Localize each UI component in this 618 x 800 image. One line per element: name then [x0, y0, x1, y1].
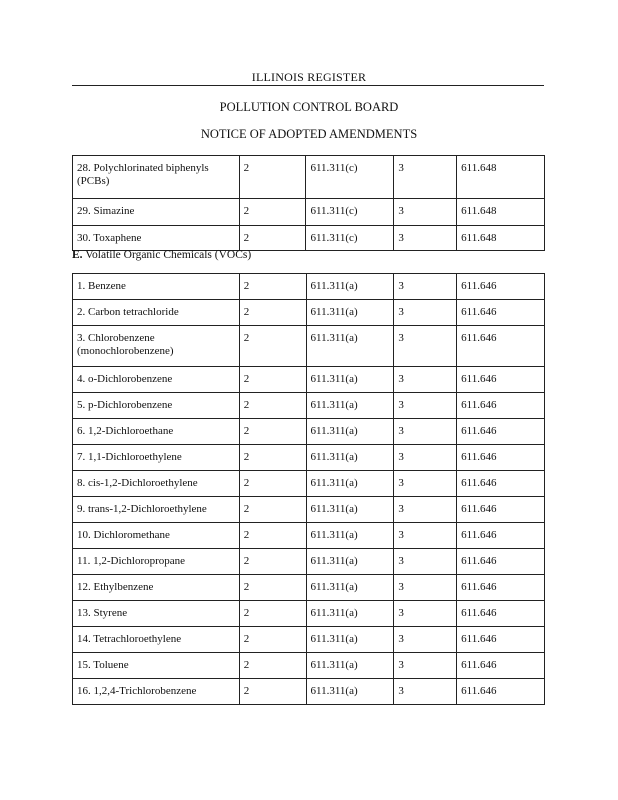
header-rule [72, 85, 544, 86]
section-ref-cell: 611.311(a) [306, 549, 394, 575]
frequency-cell: 2 [239, 679, 306, 705]
chemical-name-cell: 6. 1,2-Dichloroethane [73, 419, 240, 445]
table-row [73, 156, 545, 199]
chemical-name-cell: 10. Dichloromethane [73, 523, 240, 549]
section-title: Volatile Organic Chemicals (VOCs) [85, 249, 252, 261]
chemical-name-cell: 14. Tetrachloroethylene [73, 627, 240, 653]
chemical-name-cell: 15. Toluene [73, 653, 240, 679]
value-cell: 3 [394, 274, 457, 300]
chemical-name-cell: 2. Carbon tetrachloride [73, 300, 240, 326]
section-cite-cell: 611.646 [457, 627, 545, 653]
chemical-name-cell: 8. cis-1,2-Dichloroethylene [73, 471, 240, 497]
register-title: ILLINOIS REGISTER [251, 70, 367, 84]
table-row [73, 575, 545, 601]
section-letter: E. [72, 249, 83, 261]
table-row [73, 497, 545, 523]
value-cell: 3 [394, 419, 457, 445]
frequency-cell: 2 [239, 601, 306, 627]
value-cell: 3 [394, 393, 457, 419]
frequency-cell: 2 [239, 445, 306, 471]
frequency-cell: 2 [239, 419, 306, 445]
chemical-name-cell: 5. p-Dichlorobenzene [73, 393, 240, 419]
value-cell: 3 [394, 679, 457, 705]
notice-title: NOTICE OF ADOPTED AMENDMENTS [200, 127, 418, 141]
section-cite-cell: 611.646 [457, 575, 545, 601]
value-cell: 3 [394, 523, 457, 549]
chemical-name-cell: 4. o-Dichlorobenzene [73, 367, 240, 393]
section-ref-cell: 611.311(a) [306, 393, 394, 419]
frequency-cell: 2 [239, 326, 306, 367]
frequency-cell: 2 [239, 497, 306, 523]
value-cell: 3 [394, 445, 457, 471]
frequency-cell: 2 [239, 471, 306, 497]
value-cell: 3 [394, 627, 457, 653]
table-row [73, 419, 545, 445]
section-ref-cell: 611.311(a) [306, 326, 394, 367]
section-ref-cell: 611.311(a) [306, 419, 394, 445]
table-row [73, 199, 545, 226]
frequency-cell: 2 [239, 156, 306, 199]
section-cite-cell: 611.648 [457, 226, 545, 251]
value-cell: 3 [394, 367, 457, 393]
chemical-name-cell: 7. 1,1-Dichloroethylene [73, 445, 240, 471]
chemical-name-cell: 29. Simazine [73, 199, 240, 226]
section-cite-cell: 611.646 [457, 679, 545, 705]
value-cell: 3 [394, 226, 457, 251]
section-ref-cell: 611.311(c) [306, 226, 394, 251]
frequency-cell: 2 [239, 549, 306, 575]
chemical-name-cell: 1. Benzene [73, 274, 240, 300]
voc-table [72, 273, 545, 705]
frequency-cell: 2 [239, 575, 306, 601]
section-cite-cell: 611.646 [457, 549, 545, 575]
chemical-name-cell: 11. 1,2-Dichloropropane [73, 549, 240, 575]
value-cell: 3 [394, 471, 457, 497]
section-cite-cell: 611.646 [457, 471, 545, 497]
value-cell: 3 [394, 601, 457, 627]
value-cell: 3 [394, 575, 457, 601]
section-ref-cell: 611.311(a) [306, 274, 394, 300]
section-cite-cell: 611.646 [457, 653, 545, 679]
value-cell: 3 [394, 549, 457, 575]
frequency-cell: 2 [239, 274, 306, 300]
chemical-name-cell: 16. 1,2,4-Trichlorobenzene [73, 679, 240, 705]
chemical-name-cell: 13. Styrene [73, 601, 240, 627]
section-cite-cell: 611.646 [457, 497, 545, 523]
chemical-name-cell: 9. trans-1,2-Dichloroethylene [73, 497, 240, 523]
section-ref-cell: 611.311(a) [306, 653, 394, 679]
frequency-cell: 2 [239, 653, 306, 679]
section-ref-cell: 611.311(c) [306, 199, 394, 226]
section-ref-cell: 611.311(a) [306, 445, 394, 471]
section-ref-cell: 611.311(a) [306, 497, 394, 523]
chemical-name-cell: 28. Polychlorinated biphenyls (PCBs) [73, 156, 240, 199]
section-cite-cell: 611.648 [457, 156, 545, 199]
table-row [73, 326, 545, 367]
frequency-cell: 2 [239, 199, 306, 226]
section-ref-cell: 611.311(a) [306, 523, 394, 549]
section-cite-cell: 611.646 [457, 326, 545, 367]
section-cite-cell: 611.648 [457, 199, 545, 226]
table-row [73, 367, 545, 393]
section-ref-cell: 611.311(a) [306, 300, 394, 326]
table-row [73, 226, 545, 251]
section-cite-cell: 611.646 [457, 367, 545, 393]
board-title: POLLUTION CONTROL BOARD [219, 100, 399, 114]
value-cell: 3 [394, 199, 457, 226]
section-ref-cell: 611.311(a) [306, 601, 394, 627]
section-ref-cell: 611.311(a) [306, 367, 394, 393]
section-cite-cell: 611.646 [457, 419, 545, 445]
table-row [73, 393, 545, 419]
frequency-cell: 2 [239, 523, 306, 549]
section-ref-cell: 611.311(a) [306, 471, 394, 497]
frequency-cell: 2 [239, 367, 306, 393]
frequency-cell: 2 [239, 300, 306, 326]
section-heading [72, 249, 251, 261]
table-row [73, 445, 545, 471]
table-row [73, 300, 545, 326]
table-row [73, 471, 545, 497]
section-cite-cell: 611.646 [457, 274, 545, 300]
section-ref-cell: 611.311(c) [306, 156, 394, 199]
value-cell: 3 [394, 300, 457, 326]
value-cell: 3 [394, 156, 457, 199]
table-row [73, 627, 545, 653]
value-cell: 3 [394, 497, 457, 523]
table-row [73, 601, 545, 627]
table-row [73, 679, 545, 705]
frequency-cell: 2 [239, 226, 306, 251]
section-cite-cell: 611.646 [457, 523, 545, 549]
section-cite-cell: 611.646 [457, 445, 545, 471]
chemical-name-cell: 30. Toxaphene [73, 226, 240, 251]
section-ref-cell: 611.311(a) [306, 575, 394, 601]
value-cell: 3 [394, 326, 457, 367]
table-row [73, 274, 545, 300]
section-cite-cell: 611.646 [457, 300, 545, 326]
table-row [73, 523, 545, 549]
section-ref-cell: 611.311(a) [306, 679, 394, 705]
chemicals-table-continued [72, 155, 545, 251]
value-cell: 3 [394, 653, 457, 679]
chemical-name-cell: 3. Chlorobenzene (monochlorobenzene) [73, 326, 240, 367]
section-cite-cell: 611.646 [457, 393, 545, 419]
section-cite-cell: 611.646 [457, 601, 545, 627]
section-ref-cell: 611.311(a) [306, 627, 394, 653]
frequency-cell: 2 [239, 627, 306, 653]
chemical-name-cell: 12. Ethylbenzene [73, 575, 240, 601]
table-row [73, 653, 545, 679]
table-row [73, 549, 545, 575]
frequency-cell: 2 [239, 393, 306, 419]
